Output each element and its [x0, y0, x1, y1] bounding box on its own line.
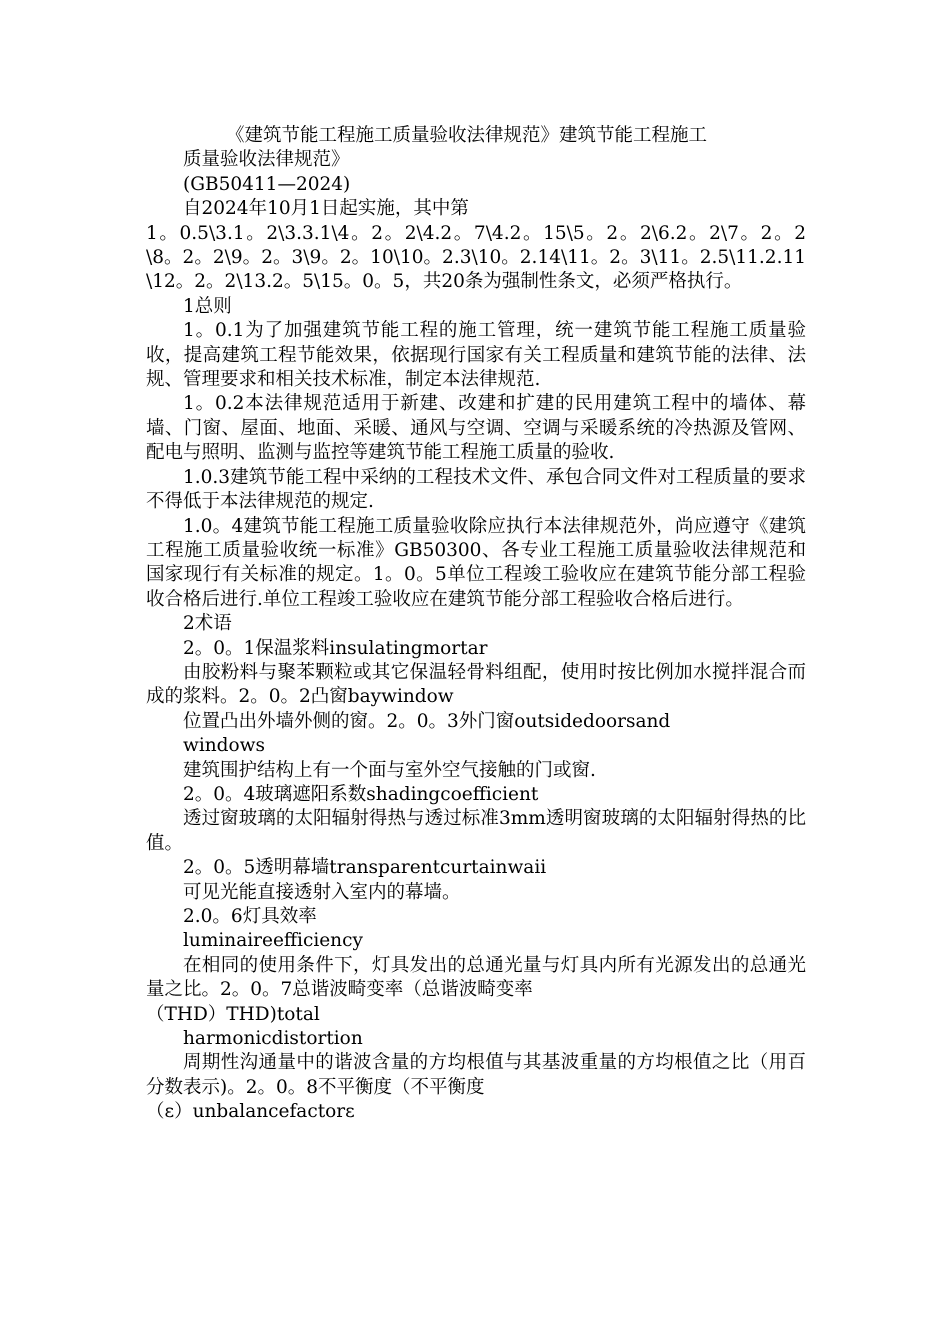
paragraph: 由胶粉料与聚苯颗粒或其它保温轻骨料组配，使用时按比例加水搅拌混合而成的浆料。2。0。2凸窗baywindow [146, 661, 806, 708]
paragraph: luminaireefficiency [183, 930, 363, 952]
paragraph: 1.0。4建筑节能工程施工质量验收除应执行本法律规范外，尚应遵守《建筑工程施工质量验收统一标准》GB50300、各专业工程施工质量验收法律规范和国家现行有关标准的规定。1。0。5单位工程竣工验收应在建筑节能分部工程验收合格后进行.单位工程竣工验收应在建筑节能分部工程验收合格后进行。 [146, 515, 806, 610]
paragraph: 1.0.3建筑节能工程中采纳的工程技术文件、承包合同文件对工程质量的要求不得低于本法律规范的规定. [146, 466, 806, 513]
paragraph: （ε）unbalancefactorε [146, 1101, 355, 1123]
paragraph: 质量验收法律规范》 [183, 149, 350, 171]
document-body [146, 124, 806, 1125]
paragraph: 位置凸出外墙外侧的窗。2。0。3外门窗outsidedoorsand [183, 710, 671, 732]
paragraph: 2.0。6灯具效率 [183, 906, 317, 927]
paragraph: 1。0.5\3.1。2\3.3.1\4。2。2\4.2。7\4.2。15\5。2。2\6.2。2\7。2。2\8。2。2\9。2。3\9。2。10\10。2.3\10。2.14\11。2。3\11。2.5\11.2.11\12。2。2\13.2。5\15。0。5，共20条为强制性条文，必须严格执行。 [146, 222, 806, 293]
paragraph: 1。0.2本法律规范适用于新建、改建和扩建的民用建筑工程中的墙体、幕墙、门窗、屋面、地面、采暖、通风与空调、空调与采暖系统的冷热源及管网、配电与照明、监测与监控等建筑节能工程施工质量的验收. [146, 393, 806, 464]
paragraph: 1。0.1为了加强建筑节能工程的施工管理，统一建筑节能工程施工质量验收，提高建筑工程节能效果，依据现行国家有关工程质量和建筑节能的法律、法规、管理要求和相关技术标准，制定本法律规范. [146, 320, 806, 391]
paragraph: 透过窗玻璃的太阳辐射得热与透过标准3mm透明窗玻璃的太阳辐射得热的比值。 [146, 808, 806, 854]
paragraph: 2。0。4玻璃遮阳系数shadingcoefficient [183, 783, 539, 805]
paragraph: 1总则 [183, 295, 232, 317]
paragraph: 2。0。1保温浆料insulatingmortar [183, 637, 488, 659]
paragraph: 《建筑节能工程施工质量验收法律规范》建筑节能工程施工 [226, 125, 708, 146]
paragraph: windows [183, 735, 265, 757]
paragraph: 可见光能直接透射入室内的幕墙。 [183, 881, 461, 903]
paragraph: 在相同的使用条件下，灯具发出的总通光量与灯具内所有光源发出的总通光量之比。2。0。7总谐波畸变率（总谐波畸变率 [146, 954, 806, 1001]
paragraph: 建筑围护结构上有一个面与室外空气接触的门或窗. [183, 759, 596, 781]
paragraph: 2。0。5透明幕墙transparentcurtainwaii [183, 857, 547, 879]
paragraph: harmonicdistortion [183, 1028, 363, 1050]
paragraph: 自2024年10月1日起实施，其中第 [183, 198, 469, 220]
paragraph: 2术语 [183, 613, 232, 635]
paragraph: （THD）THD)total [146, 1003, 320, 1025]
paragraph: (GB50411—2024) [183, 173, 351, 195]
paragraph: 周期性沟通量中的谐波含量的方均根值与其基波重量的方均根值之比（用百分数表示)。2。0。8不平衡度（不平衡度 [146, 1052, 806, 1098]
